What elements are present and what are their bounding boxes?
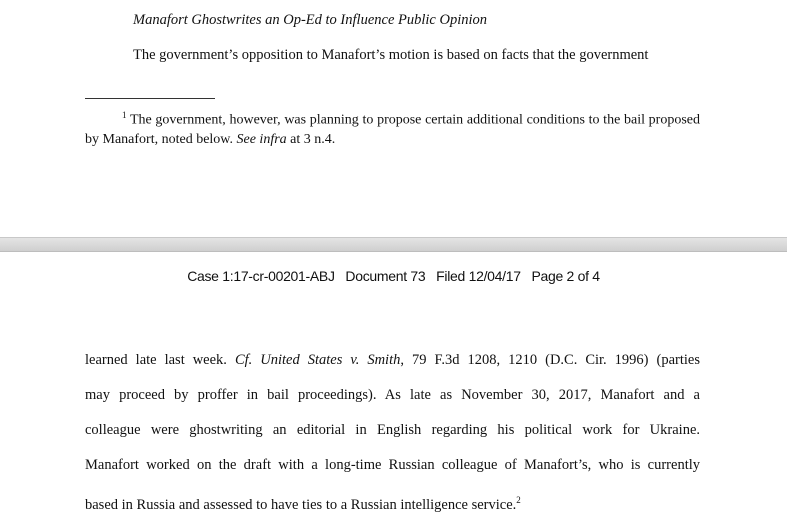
text-line	[85, 483, 700, 518]
page-separator	[0, 237, 787, 252]
text-line	[85, 343, 700, 378]
footnote-text: The government, however, was planning to propose certain additional conditions to the bail proposed by Manafort, noted below.	[85, 112, 701, 147]
footnote-text: at 3 n.4.	[286, 131, 336, 147]
text-line: Manafort worked on the draft with a long-time Russian colleague of Manafort’s, who is currently	[85, 457, 700, 473]
page-header	[0, 268, 787, 284]
footnote-reference[interactable]: 2	[516, 495, 521, 505]
paragraph-line: The government’s opposition to Manafort’s motion is based on facts that the government	[133, 47, 649, 63]
case-citation: Cf. United States v. Smith	[234, 352, 401, 368]
footnote-divider	[85, 98, 215, 99]
text-line: colleague were ghostwriting an editorial in English regarding his political work for Ukraine.	[85, 422, 700, 438]
body-text	[85, 343, 700, 518]
text: based in Russia and assessed to have ties to a Russian intelligence service.	[85, 496, 517, 513]
footnote	[85, 106, 700, 149]
footnote-citation: See infra	[236, 131, 287, 147]
text-line: may proceed by proffer in bail proceedings). As late as November 30, 2017, Manafort and a	[85, 387, 700, 403]
case-header: Case 1:17-cr-00201-ABJ Document 73 Filed 12/04/17 Page 2 of 4	[187, 268, 600, 284]
text: , 79 F.3d 1208, 1210 (D.C. Cir. 1996) (parties	[400, 352, 700, 368]
footnote-number: 1	[122, 110, 127, 120]
text: learned late last week.	[85, 352, 235, 368]
section-heading: Manafort Ghostwrites an Op-Ed to Influence Public Opinion	[133, 12, 488, 28]
